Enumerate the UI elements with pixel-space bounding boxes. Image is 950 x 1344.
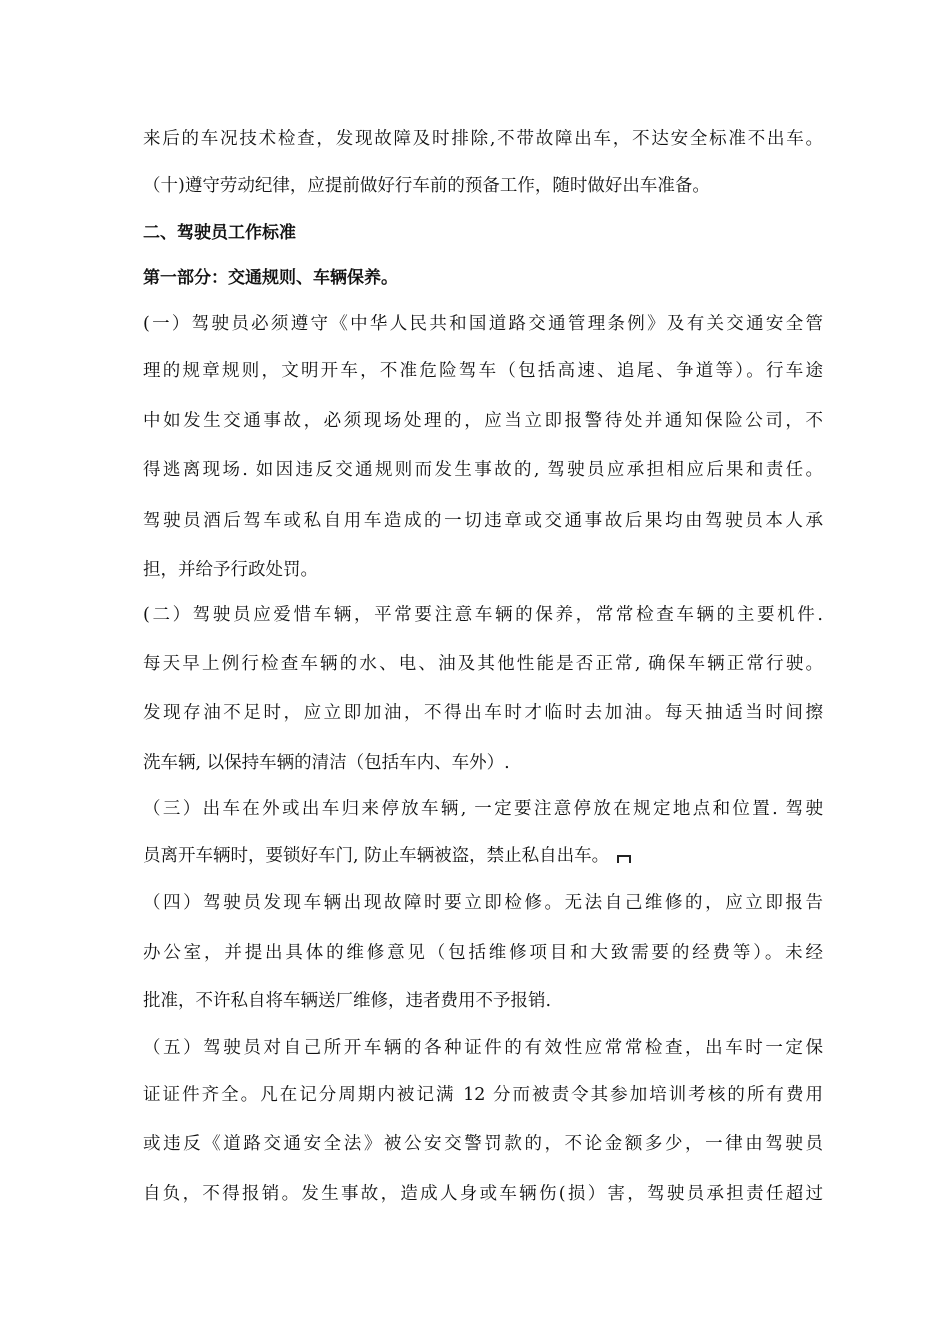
paragraph-line: 办公室，并提出具体的维修意见（包括维修项目和大致需要的经费等）。未经 xyxy=(143,943,823,963)
paragraph-line: （三）出车在外或出车归来停放车辆, 一定要注意停放在规定地点和位置. 驾驶 xyxy=(143,799,823,819)
paragraph-line: 驾驶员酒后驾车或私自用车造成的一切违章或交通事故后果均由驾驶员本人承 xyxy=(143,511,823,531)
section-heading: 二、驾驶员工作标准 xyxy=(143,223,296,243)
paragraph-line: 担，并给予行政处罚。 xyxy=(143,560,318,580)
subsection-heading: 第一部分：交通规则、车辆保养。 xyxy=(143,268,398,288)
paragraph-line: 来后的车况技术检查，发现故障及时排除,不带故障出车，不达安全标准不出车。 xyxy=(143,129,823,149)
paragraph-line: 自负，不得报销。发生事故，造成人身或车辆伤(损）害，驾驶员承担责任超过 xyxy=(143,1184,823,1204)
paragraph-line: （十)遵守劳动纪律，应提前做好行车前的预备工作，随时做好出车准备。 xyxy=(143,176,710,196)
paragraph-line: 得逃离现场. 如因违反交通规则而发生事故的, 驾驶员应承担相应后果和责任。 xyxy=(143,460,823,480)
paragraph-line-text: 员离开车辆时，要锁好车门, 防止车辆被盗，禁止私自出车。 xyxy=(143,846,610,866)
paragraph-line: 每天早上例行检查车辆的水、电、油及其他性能是否正常, 确保车辆正常行驶。 xyxy=(143,654,823,674)
paragraph-line: （四）驾驶员发现车辆出现故障时要立即检修。无法自己维修的，应立即报告 xyxy=(143,893,823,913)
bracket-mark-icon xyxy=(617,855,631,863)
paragraph-line: 批准，不许私自将车辆送厂维修，违者费用不予报销. xyxy=(143,991,552,1011)
paragraph-line: (二）驾驶员应爱惜车辆，平常要注意车辆的保养，常常检查车辆的主要机件. xyxy=(143,605,823,625)
paragraph-line: 中如发生交通事故，必须现场处理的，应当立即报警待处并通知保险公司，不 xyxy=(143,411,823,431)
paragraph-line: (一）驾驶员必须遵守《中华人民共和国道路交通管理条例》及有关交通安全管 xyxy=(143,314,823,334)
paragraph-line: （五）驾驶员对自己所开车辆的各种证件的有效性应常常检查，出车时一定保 xyxy=(143,1038,823,1058)
paragraph-line-with-mark xyxy=(143,844,823,868)
paragraph-line: 证证件齐全。凡在记分周期内被记满 12 分而被责令其参加培训考核的所有费用 xyxy=(143,1085,823,1105)
paragraph-line: 或违反《道路交通安全法》被公安交警罚款的，不论金额多少，一律由驾驶员 xyxy=(143,1134,823,1154)
paragraph-line: 发现存油不足时，应立即加油，不得出车时才临时去加油。每天抽适当时间擦 xyxy=(143,703,823,723)
paragraph-line: 理的规章规则，文明开车，不准危险驾车（包括高速、追尾、争道等）。行车途 xyxy=(143,361,823,381)
paragraph-line: 洗车辆, 以保持车辆的清洁（包括车内、车外）. xyxy=(143,753,510,773)
